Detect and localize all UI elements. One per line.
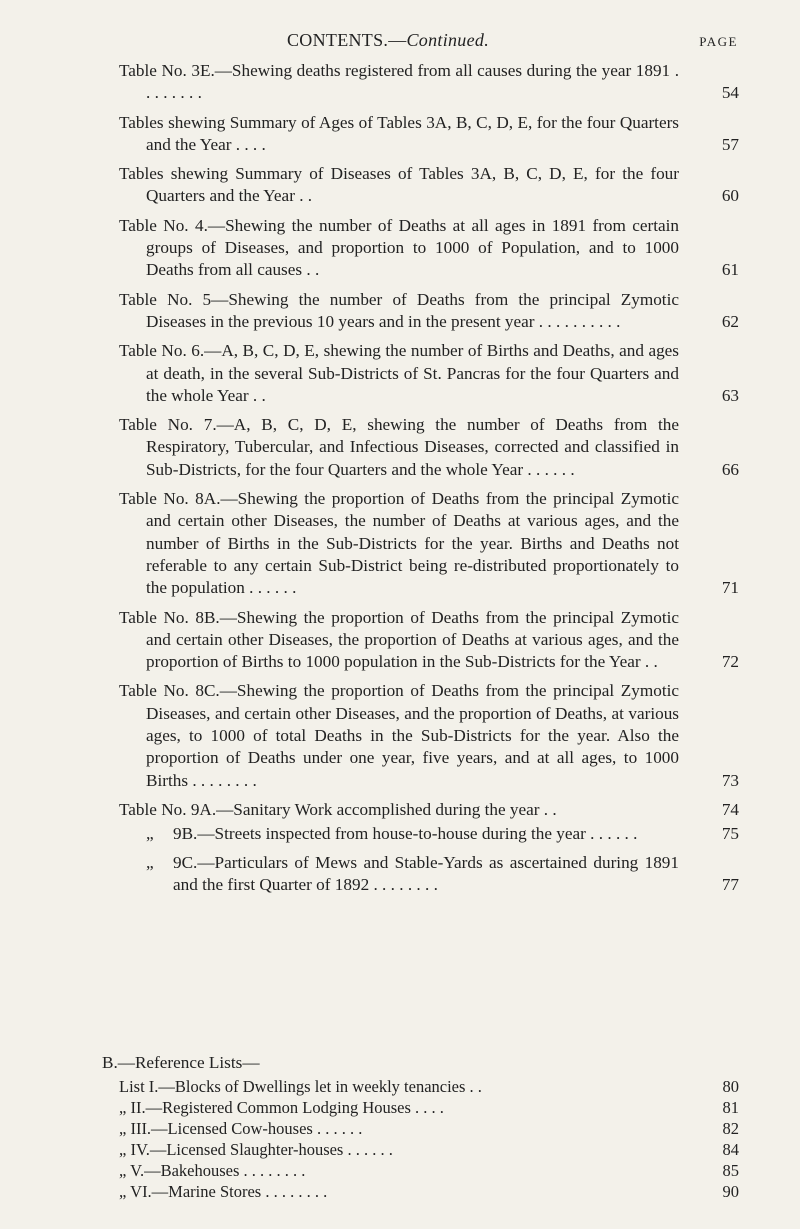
- page-number: 60: [721, 186, 739, 206]
- page-number: 81: [722, 1098, 739, 1117]
- page-number: 63: [721, 385, 739, 405]
- page-number: 84: [722, 1140, 739, 1159]
- ditto-mark: „: [146, 852, 154, 872]
- contents-title: CONTENTS.—Continued.: [287, 30, 489, 50]
- list-item: „ VI.—Marine Stores . . . . . . . . 90: [119, 1182, 739, 1201]
- page-number: 71: [721, 578, 739, 598]
- list-item: „ IV.—Licensed Slaughter-houses . . . . . . 84: [119, 1140, 739, 1159]
- page-number: 77: [721, 874, 739, 894]
- contents-entry: Table No. 8B.—Shewing the proportion of Deaths from the principal Zymotic and certain other Diseases, the proportion of Deaths at various ages, and the proportion of Births to 1000 population in the Sub-Districts for the Year . . 72: [119, 607, 739, 674]
- page-number: 61: [721, 260, 739, 280]
- page-number: 66: [721, 459, 739, 479]
- contents-entry: Table No. 4.—Shewing the number of Deaths at all ages in 1891 from certain groups of Diseases, and proportion to 1000 of Population, and to 1000 Deaths from all causes . . 61: [119, 215, 739, 282]
- reference-lists-heading: B.—Reference Lists—: [102, 1053, 260, 1072]
- list-item: „ III.—Licensed Cow-houses . . . . . . 82: [119, 1119, 739, 1138]
- contents-entry: Table No. 6.—A, B, C, D, E, shewing the number of Births and Deaths, and ages at death, in the several Sub-Districts of St. Pancras for the four Quarters and the whole Year . . 63: [119, 340, 739, 407]
- page-header: [0, 30, 800, 54]
- list-item: List I.—Blocks of Dwellings let in weekly tenancies . . 80: [119, 1077, 739, 1096]
- ditto-mark: „: [146, 824, 154, 844]
- contents-sub-entry: „ 9C.—Particulars of Mews and Stable-Yards as ascertained during 1891 and the first Quarter of 1892 . . . . . . . . 77: [119, 852, 739, 897]
- list-item: „ V.—Bakehouses . . . . . . . . 85: [119, 1161, 739, 1180]
- page-number: 72: [721, 652, 739, 672]
- page-number: 62: [721, 311, 739, 331]
- page-column-label: PAGE: [699, 34, 738, 49]
- page-number: 90: [722, 1182, 739, 1201]
- contents-entry: Table No. 8A.—Shewing the proportion of Deaths from the principal Zymotic and certain other Diseases, the number of Deaths at various ages, and the number of Births in the Sub-Districts for the year. Births and Deaths not referable to any certain Sub-District being re-distributed proportionately to the population . . . . . . 71: [119, 488, 739, 599]
- page-number: 57: [721, 134, 739, 154]
- page-number: 54: [721, 83, 739, 103]
- page-number: 73: [721, 770, 739, 790]
- contents-entries: [119, 60, 739, 902]
- page-number: 75: [721, 824, 739, 844]
- page-number: 74: [721, 799, 739, 819]
- page-number: 82: [722, 1119, 739, 1138]
- page-number: 85: [722, 1161, 739, 1180]
- contents-sub-entry: „ 9B.—Streets inspected from house-to-house during the year . . . . . . 75: [119, 823, 739, 845]
- contents-entry: Table No. 3E.—Shewing deaths registered from all causes during the year 1891 . . . . . . . . 54: [119, 60, 739, 105]
- contents-entry: Table No. 9A.—Sanitary Work accomplished during the year . . 74: [119, 799, 739, 821]
- contents-entry: Tables shewing Summary of Diseases of Tables 3A, B, C, D, E, for the four Quarters and the Year . . 60: [119, 163, 739, 208]
- list-item: „ II.—Registered Common Lodging Houses . . . . 81: [119, 1098, 739, 1117]
- contents-entry: Table No. 5—Shewing the number of Deaths from the principal Zymotic Diseases in the previous 10 years and in the present year . . . . . . . . . . 62: [119, 289, 739, 334]
- contents-entry: Tables shewing Summary of Ages of Tables 3A, B, C, D, E, for the four Quarters and the Year . . . . 57: [119, 112, 739, 157]
- page-number: 80: [722, 1077, 739, 1096]
- contents-entry: Table No. 7.—A, B, C, D, E, shewing the number of Deaths from the Respiratory, Tubercular, and Infectious Diseases, corrected and classified in Sub-Districts, for the four Quarters and the whole Year . . . . . . 66: [119, 414, 739, 481]
- contents-entry: Table No. 8C.—Shewing the proportion of Deaths from the principal Zymotic Diseases, and certain other Diseases, and the proportion of Deaths, at various ages, to 1000 of total Deaths in the Sub-Districts for the year. Also the proportion of Deaths under one year, five years, and at all ages, to 1000 Births . . . . . . . . 73: [119, 680, 739, 791]
- reference-lists: [119, 1076, 739, 1202]
